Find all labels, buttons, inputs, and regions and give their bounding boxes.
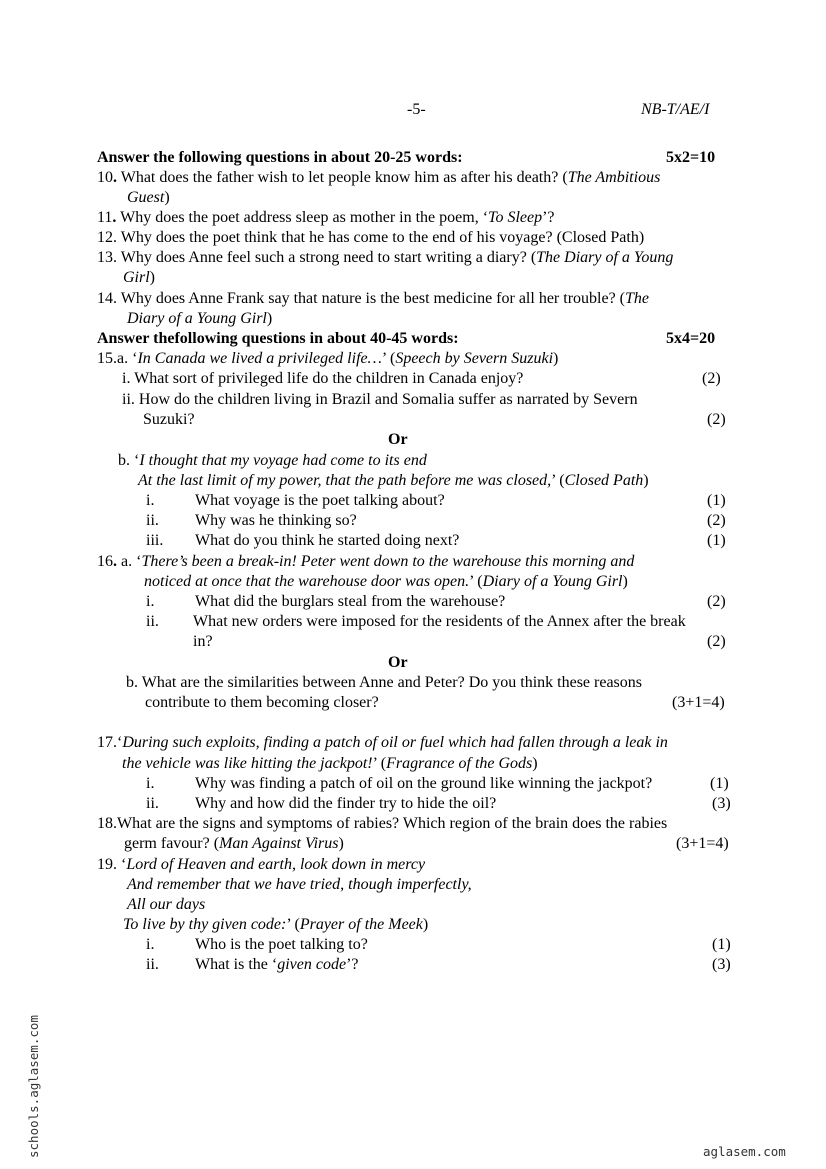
question-18-cont: germ favour? (Man Against Virus) bbox=[124, 835, 344, 852]
question-17-cont: the vehicle was like hitting the jackpot!’ (Fragrance of the Gods) bbox=[122, 755, 538, 772]
question-15b-cont: At the last limit of my power, that the path before me was closed,’ (Closed Path) bbox=[138, 472, 649, 489]
question-19-line-4: To live by thy given code:’ (Prayer of the Meek) bbox=[123, 916, 429, 933]
section-a-instruction: Answer the following questions in about 20-25 words: bbox=[97, 149, 463, 166]
question-16b-marks: (3+1=4) bbox=[672, 694, 725, 711]
question-17-ii-num: ii. bbox=[146, 795, 159, 812]
question-15b-ii-marks: (2) bbox=[707, 512, 726, 529]
question-19-i: Who is the poet talking to? bbox=[195, 936, 368, 953]
question-15a-ii-cont: Suzuki? bbox=[143, 411, 195, 428]
question-19-ii-num: ii. bbox=[146, 956, 159, 973]
question-17: 17.‘During such exploits, finding a patch of oil or fuel which had fallen through a leak in bbox=[97, 734, 668, 751]
question-18-marks: (3+1=4) bbox=[676, 835, 729, 852]
question-17-i: Why was finding a patch of oil on the ground like winning the jackpot? bbox=[195, 775, 653, 792]
question-15a-i: i. What sort of privileged life do the children in Canada enjoy? bbox=[122, 370, 524, 387]
question-15b-i-marks: (1) bbox=[707, 492, 726, 509]
question-15b: b. ‘I thought that my voyage had come to its end bbox=[118, 452, 427, 469]
question-15a: 15.a. ‘In Canada we lived a privileged life…’ (Speech by Severn Suzuki) bbox=[97, 350, 559, 367]
question-19-line-2: And remember that we have tried, though imperfectly, bbox=[127, 876, 472, 893]
question-15b-ii: Why was he thinking so? bbox=[195, 512, 357, 529]
question-19: 19. ‘Lord of Heaven and earth, look down in mercy bbox=[97, 856, 426, 873]
question-18: 18.What are the signs and symptoms of rabies? Which region of the brain does the rabies bbox=[97, 815, 668, 832]
question-15b-ii-num: ii. bbox=[146, 512, 159, 529]
or-separator-16: Or bbox=[388, 654, 408, 671]
question-16a-i-num: i. bbox=[146, 593, 155, 610]
question-10: 10. What does the father wish to let people know him as after his death? (The Ambitious bbox=[97, 169, 661, 186]
question-16a-ii-marks: (2) bbox=[707, 633, 726, 650]
question-10-cont: Guest) bbox=[127, 189, 170, 206]
section-b-instruction: Answer thefollowing questions in about 40-45 words: bbox=[97, 330, 459, 347]
question-15b-i-num: i. bbox=[146, 492, 155, 509]
bottom-watermark: aglasem.com bbox=[703, 1144, 786, 1159]
question-17-ii-marks: (3) bbox=[712, 795, 731, 812]
question-19-line-3: All our days bbox=[127, 896, 206, 913]
question-15b-iii: What do you think he started doing next? bbox=[195, 532, 460, 549]
question-16a-ii: What new orders were imposed for the residents of the Annex after the break bbox=[193, 613, 686, 630]
question-13: 13. Why does Anne feel such a strong need to start writing a diary? (The Diary of a Young bbox=[97, 249, 674, 266]
paper-code: NB-T/AE/I bbox=[641, 101, 710, 118]
question-16a: 16. a. ‘There’s been a break-in! Peter went down to the warehouse this morning and bbox=[97, 553, 635, 570]
page-number: -5- bbox=[407, 101, 426, 118]
section-b-marks: 5x4=20 bbox=[666, 330, 716, 347]
question-19-ii: What is the ‘given code’? bbox=[195, 956, 359, 973]
question-15a-ii-marks: (2) bbox=[707, 411, 726, 428]
question-16a-i-marks: (2) bbox=[707, 593, 726, 610]
question-15b-iii-num: iii. bbox=[146, 532, 164, 549]
question-15a-ii: ii. How do the children living in Brazil and Somalia suffer as narrated by Severn bbox=[122, 391, 638, 408]
or-separator-15: Or bbox=[388, 431, 408, 448]
question-16b: b. What are the similarities between Anne and Peter? Do you think these reasons bbox=[126, 674, 642, 691]
question-14: 14. Why does Anne Frank say that nature is the best medicine for all her trouble? (The bbox=[97, 290, 649, 307]
side-watermark: schools.aglasem.com bbox=[26, 1015, 41, 1158]
question-19-i-marks: (1) bbox=[712, 936, 731, 953]
question-15a-i-marks: (2) bbox=[702, 370, 721, 387]
section-a-marks: 5x2=10 bbox=[666, 149, 716, 166]
question-16a-ii-num: ii. bbox=[146, 613, 159, 630]
question-16a-ii-cont: in? bbox=[193, 633, 213, 650]
question-19-i-num: i. bbox=[146, 936, 155, 953]
question-15b-i: What voyage is the poet talking about? bbox=[195, 492, 445, 509]
question-12: 12. Why does the poet think that he has come to the end of his voyage? (Closed Path) bbox=[97, 229, 645, 246]
question-17-i-num: i. bbox=[146, 775, 155, 792]
question-17-ii: Why and how did the finder try to hide the oil? bbox=[195, 795, 497, 812]
question-16a-i: What did the burglars steal from the warehouse? bbox=[195, 593, 506, 610]
question-15b-iii-marks: (1) bbox=[707, 532, 726, 549]
question-14-cont: Diary of a Young Girl) bbox=[127, 310, 273, 327]
question-19-ii-marks: (3) bbox=[712, 956, 731, 973]
question-11: 11. Why does the poet address sleep as mother in the poem, ‘To Sleep’? bbox=[97, 209, 555, 226]
question-16a-cont: noticed at once that the warehouse door was open.’ (Diary of a Young Girl) bbox=[144, 573, 628, 590]
question-17-i-marks: (1) bbox=[710, 775, 729, 792]
question-13-cont: Girl) bbox=[123, 269, 155, 286]
question-16b-cont: contribute to them becoming closer? bbox=[145, 694, 379, 711]
